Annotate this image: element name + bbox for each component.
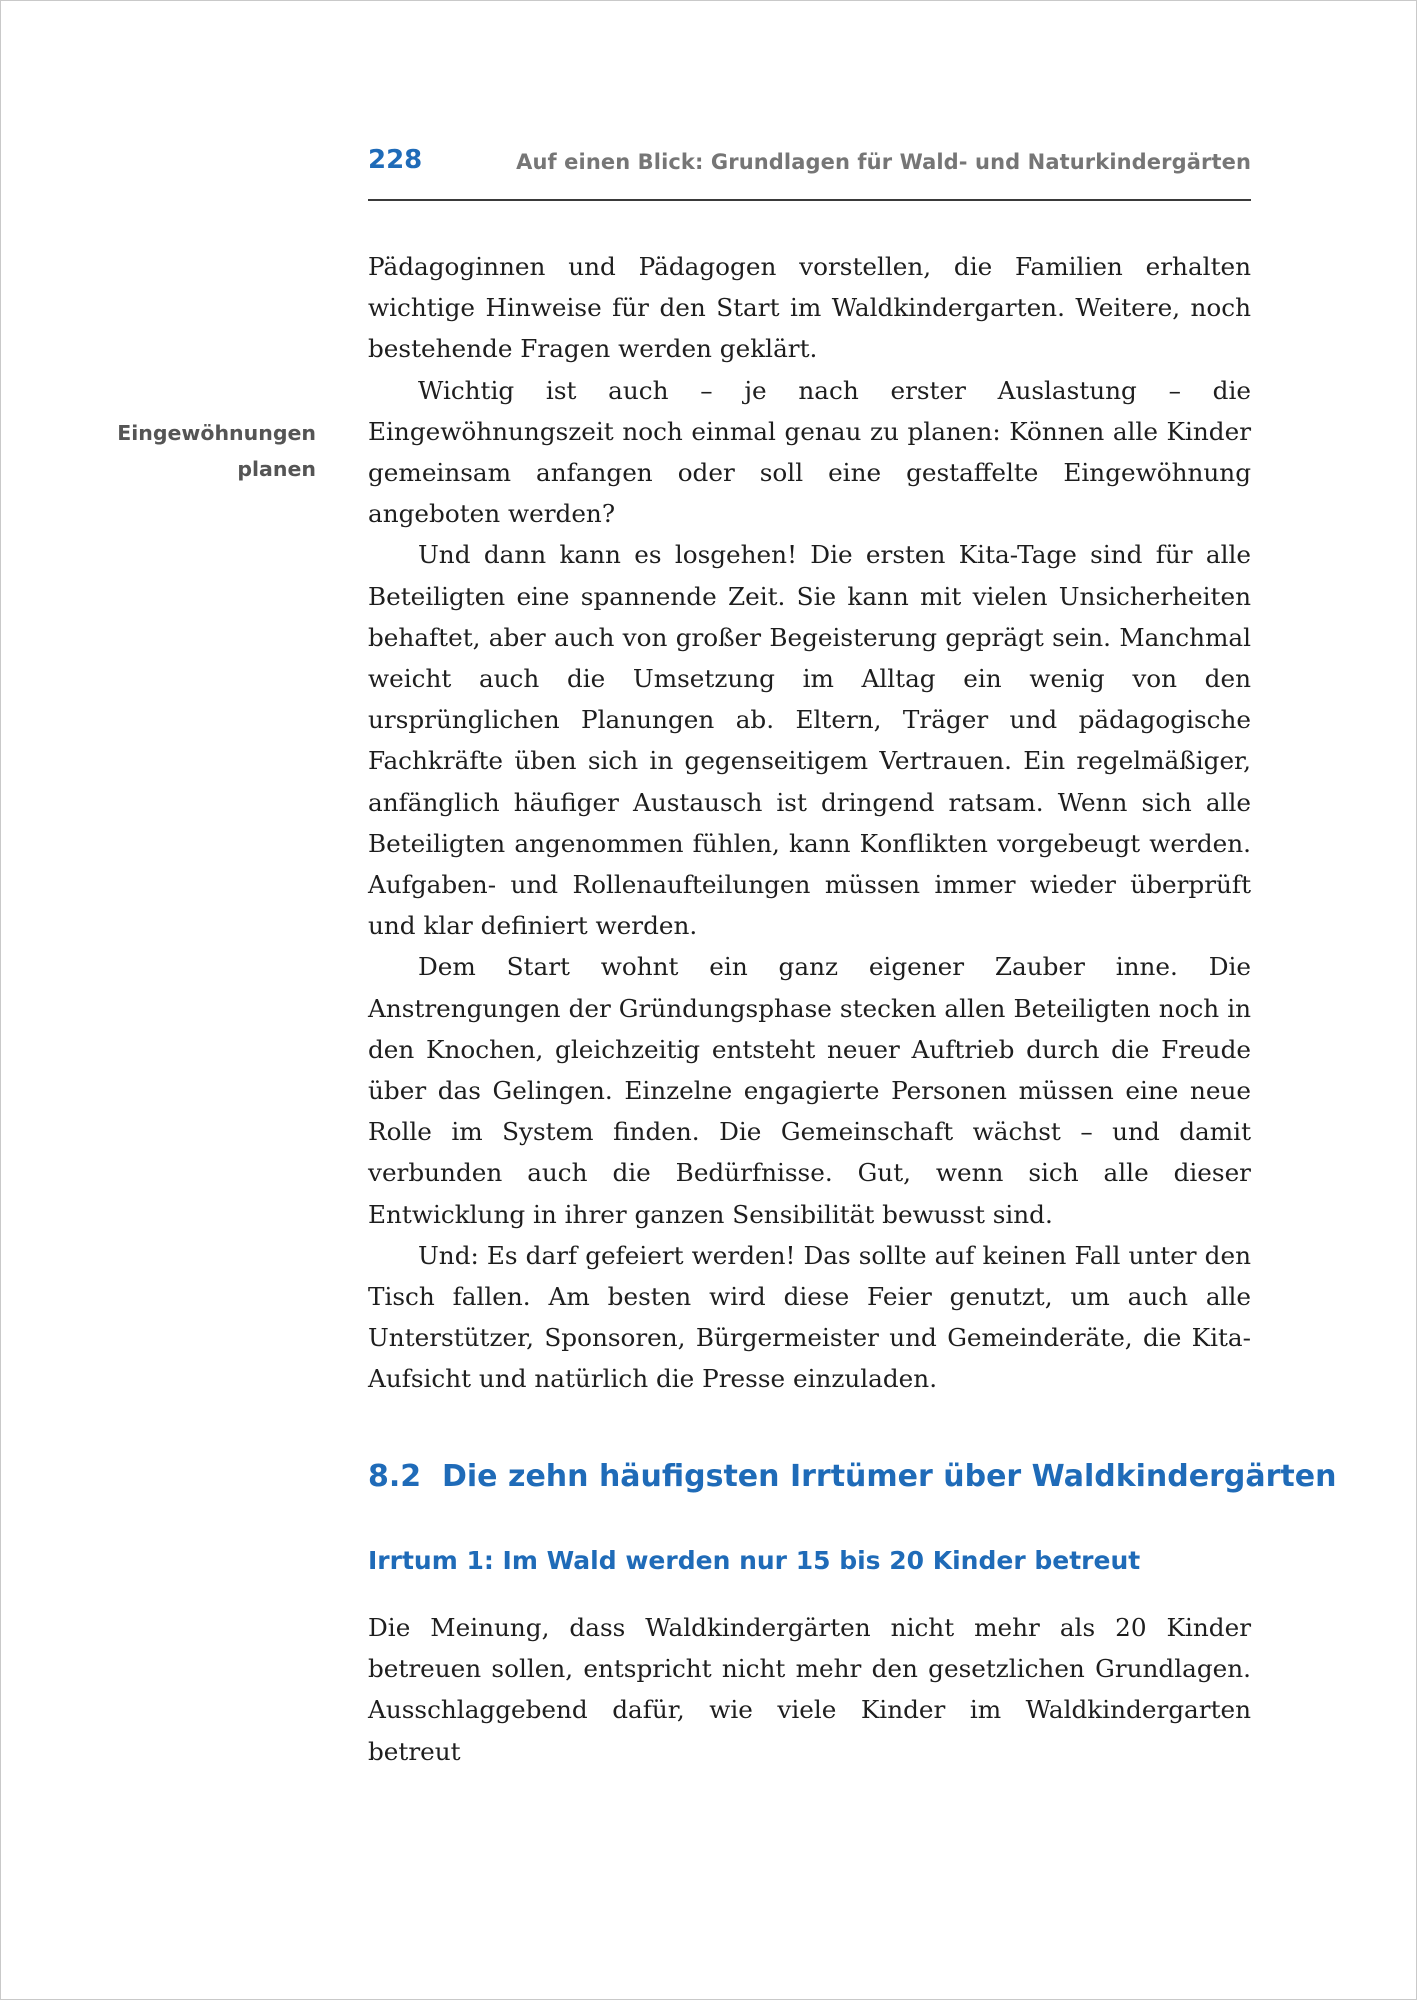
running-head: Auf einen Blick: Grundlagen für Wald- und Naturkindergärten — [516, 150, 1251, 174]
margin-note-line: planen — [237, 457, 316, 481]
page-number: 228 — [368, 145, 423, 175]
paragraph: Und: Es darf gefeiert werden! Das sollte auf keinen Fall unter den Tisch fallen. Am besten wird diese Feier genutzt, um auch alle Unterstützer, Sponsoren, Bürgermeister und Gemeinderäte, die Kita-Aufsicht und natürlich die Presse einzuladen. — [368, 1240, 1251, 1394]
paragraph: Die Meinung, dass Waldkindergärten nicht mehr als 20 Kinder betreuen sollen, entspricht nicht mehr den gesetzlichen Grundlagen. Ausschlaggebend dafür, wie viele Kinder im Waldkindergarten betreut — [368, 1613, 1251, 1766]
paragraph: Und dann kann es losgehen! Die ersten Kita-Tage sind für alle Beteiligten eine spannende Zeit. Sie kann mit vielen Unsicherheiten behaftet, aber auch von großer Begeisterung geprägt sein. Manchmal weicht auch die Umsetzung im Alltag ein wenig von den ursprünglichen Planungen ab. Eltern, Träger und pädagogische Fachkräfte üben sich in gegenseitigem Vertrauen. Ein regelmäßiger, anfänglich häufiger Austausch ist dringend ratsam. Wenn sich alle Beteiligten angenommen fühlen, kann Konflikten vorgebeugt werden. Aufgaben- und Rollenaufteilungen müssen immer wieder überprüft und klar definiert werden. — [368, 540, 1251, 941]
margin-note-line: Eingewöhnungen — [117, 421, 316, 445]
page-header — [368, 141, 1251, 201]
section-title: Die zehn häufigsten Irrtümer über Waldkindergärten — [442, 1459, 1337, 1494]
section-heading — [368, 1459, 1337, 1494]
margin-note — [76, 415, 316, 487]
paragraph: Pädagoginnen und Pädagogen vorstellen, die Familien erhalten wichtige Hinweise für den Start im Waldkindergarten. Weitere, noch bestehende Fragen werden geklärt. — [368, 252, 1251, 364]
paragraph: Wichtig ist auch – je nach erster Auslastung – die Eingewöhnungszeit noch einmal genau zu planen: Können alle Kinder gemeinsam anfangen oder soll eine gestaffelte Eingewöhnung angeboten werden? — [368, 375, 1251, 529]
section-number: 8.2 — [368, 1459, 422, 1494]
section-body-text — [368, 1607, 1251, 1772]
body-text — [368, 246, 1251, 1400]
subsection-heading: Irrtum 1: Im Wald werden nur 15 bis 20 Kinder betreut — [368, 1546, 1141, 1575]
paragraph: Dem Start wohnt ein ganz eigener Zauber inne. Die Anstrengungen der Gründungsphase stecken allen Beteiligten noch in den Knochen, gleichzeitig entsteht neuer Auftrieb durch die Freude über das Gelingen. Einzelne engagierte Personen müssen eine neue Rolle im System finden. Die Gemeinschaft wächst – und damit verbunden auch die Bedürfnisse. Gut, wenn sich alle dieser Entwicklung in ihrer ganzen Sensibilität bewusst sind. — [368, 952, 1251, 1229]
